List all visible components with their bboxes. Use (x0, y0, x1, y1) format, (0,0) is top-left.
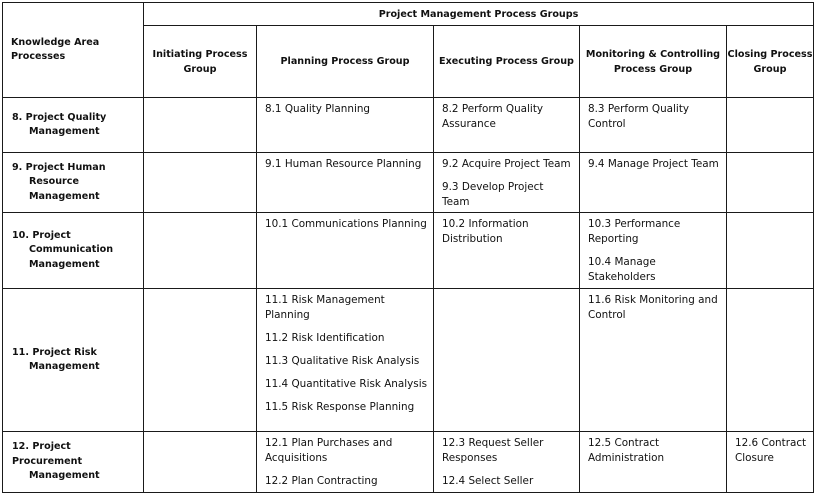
process-cell-executing (434, 432, 580, 493)
knowledge-area-cell (3, 98, 144, 153)
process-item: 9.1 Human Resource Planning (265, 158, 422, 170)
process-cell-monitoring (580, 153, 727, 213)
process-item: 9.2 Acquire Project Team (442, 158, 571, 170)
process-cell-initiating (144, 432, 257, 493)
process-item: 12.1 Plan Purchases and Acquisitions (265, 437, 393, 464)
knowledge-area-cell (3, 289, 144, 432)
process-item: 11.6 Risk Monitoring and Control (588, 294, 718, 321)
table-row (3, 432, 814, 493)
process-groups-title: Project Management Process Groups (144, 3, 814, 26)
knowledge-area-title: 9. Project Human (12, 161, 106, 173)
process-cell-planning (257, 432, 434, 493)
process-cell-initiating (144, 289, 257, 432)
knowledge-area-cell (3, 432, 144, 493)
process-cell-closing (727, 289, 814, 432)
process-cell-initiating (144, 98, 257, 153)
knowledge-area-cell (3, 153, 144, 213)
process-item: 11.2 Risk Identification (265, 332, 385, 344)
table-row (3, 153, 814, 213)
process-item: 12.5 Contract Administration (588, 437, 665, 464)
col-monitoring-header: Monitoring & Controlling Process Group (580, 26, 727, 98)
process-item: 10.2 Information Distribution (442, 218, 529, 245)
process-item: 8.3 Perform Quality Control (588, 103, 690, 130)
process-cell-executing (434, 153, 580, 213)
process-cell-planning (257, 153, 434, 213)
process-item: 12.4 Select Seller (442, 475, 534, 487)
process-cell-executing (434, 289, 580, 432)
table-body (3, 98, 814, 493)
col-closing-header: Closing Process Group (727, 26, 814, 98)
col-initiating-header: Initiating Process Group (144, 26, 257, 98)
process-item: 8.2 Perform Quality Assurance (442, 103, 544, 130)
process-item: 12.3 Request Seller Responses (442, 437, 544, 464)
knowledge-area-title: 12. Project Procurement (12, 441, 83, 467)
process-item: 11.1 Risk Management Planning (265, 294, 385, 321)
col-executing-header: Executing Process Group (434, 26, 580, 98)
knowledge-area-subtitle: Management (29, 361, 100, 372)
process-cell-planning (257, 213, 434, 289)
process-cell-closing (727, 432, 814, 493)
process-item: 10.1 Communications Planning (265, 218, 427, 230)
process-item: 9.3 Develop Project Team (442, 181, 544, 208)
process-cell-monitoring (580, 289, 727, 432)
process-cell-closing (727, 98, 814, 153)
process-item: 9.4 Manage Project Team (588, 158, 719, 170)
table-row (3, 98, 814, 153)
knowledge-area-subtitle: Resource Management (29, 176, 100, 202)
col-planning-header: Planning Process Group (257, 26, 434, 98)
process-item: 10.4 Manage Stakeholders (588, 256, 656, 283)
process-item: 11.3 Qualitative Risk Analysis (265, 355, 420, 367)
process-cell-closing (727, 213, 814, 289)
table-row (3, 289, 814, 432)
process-cell-initiating (144, 213, 257, 289)
process-item: 12.6 Contract Closure (735, 437, 807, 464)
process-item: 11.4 Quantitative Risk Analysis (265, 378, 428, 390)
knowledge-area-subtitle: Communication Management (29, 244, 114, 270)
process-cell-planning (257, 289, 434, 432)
process-item: 12.2 Plan Contracting (265, 475, 378, 487)
process-groups-table (2, 2, 814, 493)
process-cell-initiating (144, 153, 257, 213)
process-cell-monitoring (580, 432, 727, 493)
knowledge-area-cell (3, 213, 144, 289)
table-row (3, 213, 814, 289)
process-item: 11.5 Risk Response Planning (265, 401, 415, 413)
process-item: 10.3 Performance Reporting (588, 218, 681, 245)
knowledge-area-title: 10. Project (12, 229, 71, 241)
knowledge-area-subtitle: Management (29, 126, 100, 137)
knowledge-area-title: 11. Project Risk (12, 346, 97, 358)
process-cell-monitoring (580, 213, 727, 289)
process-cell-closing (727, 153, 814, 213)
process-cell-executing (434, 98, 580, 153)
process-item: 8.1 Quality Planning (265, 103, 371, 115)
process-cell-monitoring (580, 98, 727, 153)
process-cell-executing (434, 213, 580, 289)
knowledge-area-subtitle: Management (29, 470, 100, 482)
process-cell-planning (257, 98, 434, 153)
knowledge-area-header: Knowledge Area Processes (3, 3, 144, 98)
knowledge-area-title: 8. Project Quality (12, 111, 107, 123)
